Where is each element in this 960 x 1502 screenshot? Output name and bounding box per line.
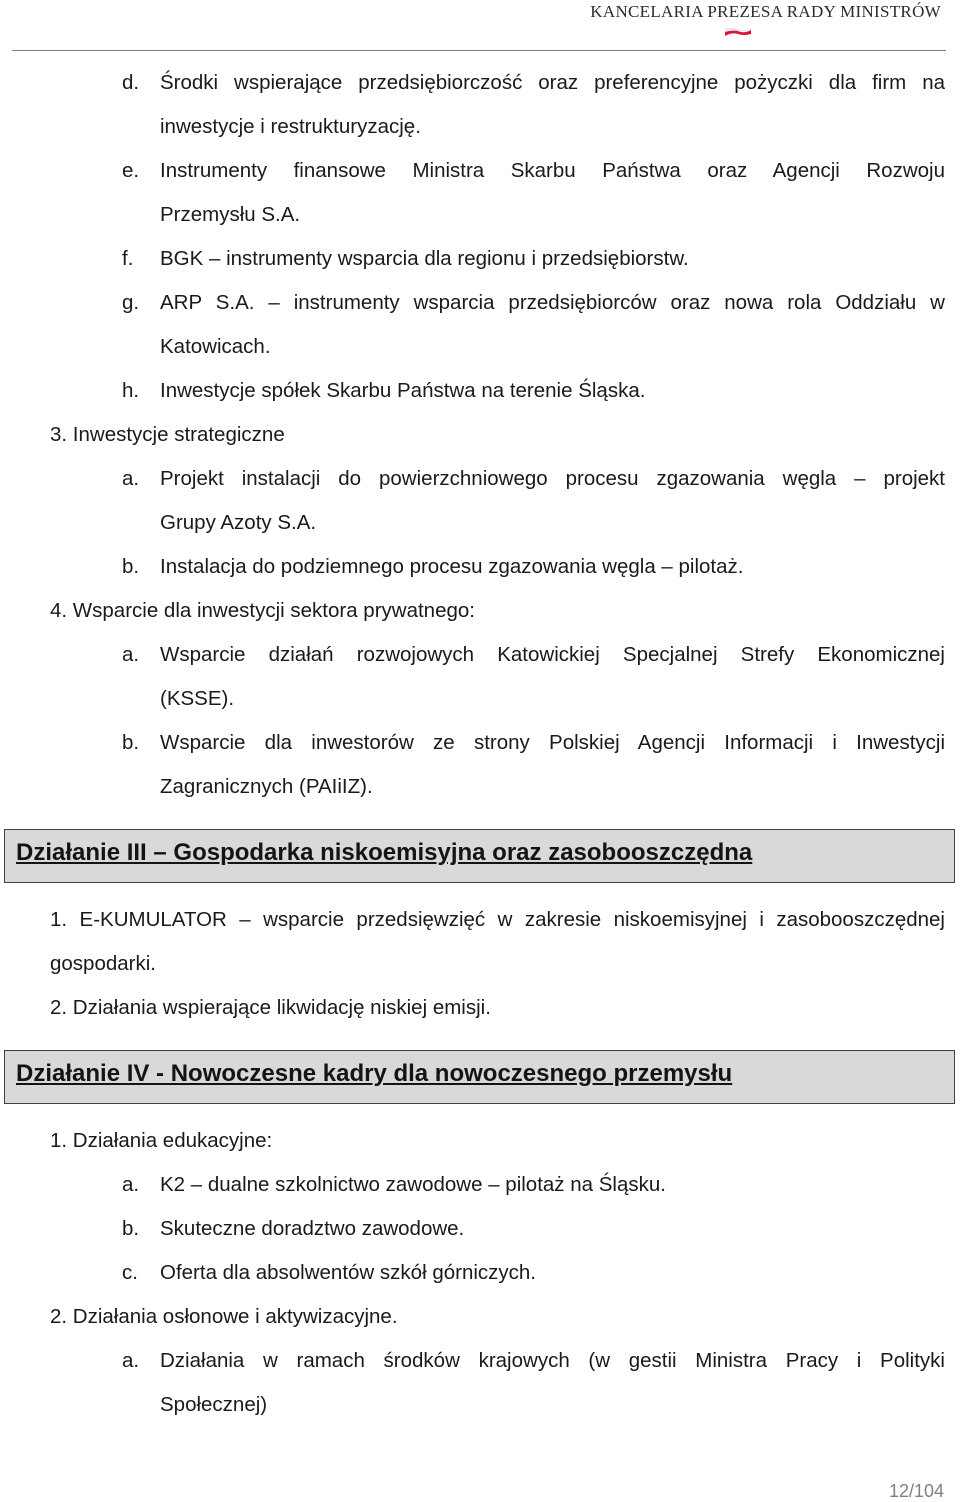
item-text-line: Społecznej) — [160, 1393, 268, 1416]
item-text-line: Środki wspierające przedsiębiorczość oraz preferencyjne pożyczki dla firm na — [160, 71, 945, 94]
item-marker: c. — [122, 1261, 138, 1284]
item-marker: f. — [122, 247, 134, 270]
item-text-line: Przemysłu S.A. — [160, 203, 301, 226]
item-text-line: Inwestycje spółek Skarbu Państwa na terenie Śląska. — [160, 379, 646, 402]
item-marker: b. — [122, 731, 140, 754]
item-text-line: BGK – instrumenty wsparcia dla regionu i przedsiębiorstw. — [160, 247, 689, 270]
item-marker: g. — [122, 291, 140, 314]
item-text-line: (KSSE). — [160, 687, 235, 710]
office-name: KANCELARIA PREZESA RADY MINISTRÓW — [590, 2, 941, 21]
item-text-line: K2 – dualne szkolnictwo zawodowe – pilotaż na Śląsku. — [160, 1173, 666, 1196]
section-heading: 2. Działania osłonowe i aktywizacyjne. — [50, 1305, 398, 1328]
item-marker: a. — [122, 1173, 140, 1196]
action4-title-box — [4, 1050, 955, 1104]
item-marker: a. — [122, 643, 140, 666]
item-marker: e. — [122, 159, 140, 182]
section-heading: 1. Działania edukacyjne: — [50, 1129, 273, 1152]
item-marker: b. — [122, 555, 140, 578]
item-text-line: Działania w ramach środków krajowych (w gestii Ministra Pracy i Polityki — [160, 1349, 945, 1372]
item-marker: a. — [122, 1349, 140, 1372]
item-text-line: Wsparcie działań rozwojowych Katowickiej Specjalnej Strefy Ekonomicznej — [160, 643, 945, 666]
item-text-line: Zagranicznych (PAIiIZ). — [160, 775, 373, 798]
item-text-line: Wsparcie dla inwestorów ze strony Polskiej Agencji Informacji i Inwestycji — [160, 731, 945, 754]
section-heading: 3. Inwestycje strategiczne — [50, 423, 285, 446]
item-text-line: ARP S.A. – instrumenty wsparcia przedsiębiorców oraz nowa rola Oddziału w — [160, 291, 945, 314]
item-text-line: Projekt instalacji do powierzchniowego procesu zgazowania węgla – projekt — [160, 467, 945, 490]
section-heading: 4. Wsparcie dla inwestycji sektora prywatnego: — [50, 599, 475, 622]
item-text-line: Skuteczne doradztwo zawodowe. — [160, 1217, 465, 1240]
polish-flag-icon — [724, 27, 752, 39]
item-text-line: Instrumenty finansowe Ministra Skarbu Państwa oraz Agencji Rozwoju — [160, 159, 945, 182]
item-text-line: gospodarki. — [50, 952, 156, 975]
item-text-line: inwestycje i restrukturyzację. — [160, 115, 421, 138]
action3-title-box — [4, 829, 955, 883]
item-marker: h. — [122, 379, 140, 402]
item-marker: a. — [122, 467, 140, 490]
item-marker: d. — [122, 71, 140, 94]
page-number: 12/104 — [888, 1481, 944, 1501]
header-divider — [12, 50, 946, 51]
item-text-line: Grupy Azoty S.A. — [160, 511, 317, 534]
item-text-line: 2. Działania wspierające likwidację niskiej emisji. — [50, 996, 491, 1019]
item-marker: b. — [122, 1217, 140, 1240]
item-text-line: 1. E-KUMULATOR – wsparcie przedsięwzięć w zakresie niskoemisyjnej i zasobooszczędnej — [50, 908, 945, 931]
item-text-line: Instalacja do podziemnego procesu zgazowania węgla – pilotaż. — [160, 555, 744, 578]
action4-title: Działanie IV - Nowoczesne kadry dla nowoczesnego przemysłu — [16, 1060, 733, 1087]
item-text-line: Oferta dla absolwentów szkół górniczych. — [160, 1261, 537, 1284]
action3-title: Działanie III – Gospodarka niskoemisyjna oraz zasobooszczędna — [16, 839, 753, 866]
item-text-line: Katowicach. — [160, 335, 271, 358]
